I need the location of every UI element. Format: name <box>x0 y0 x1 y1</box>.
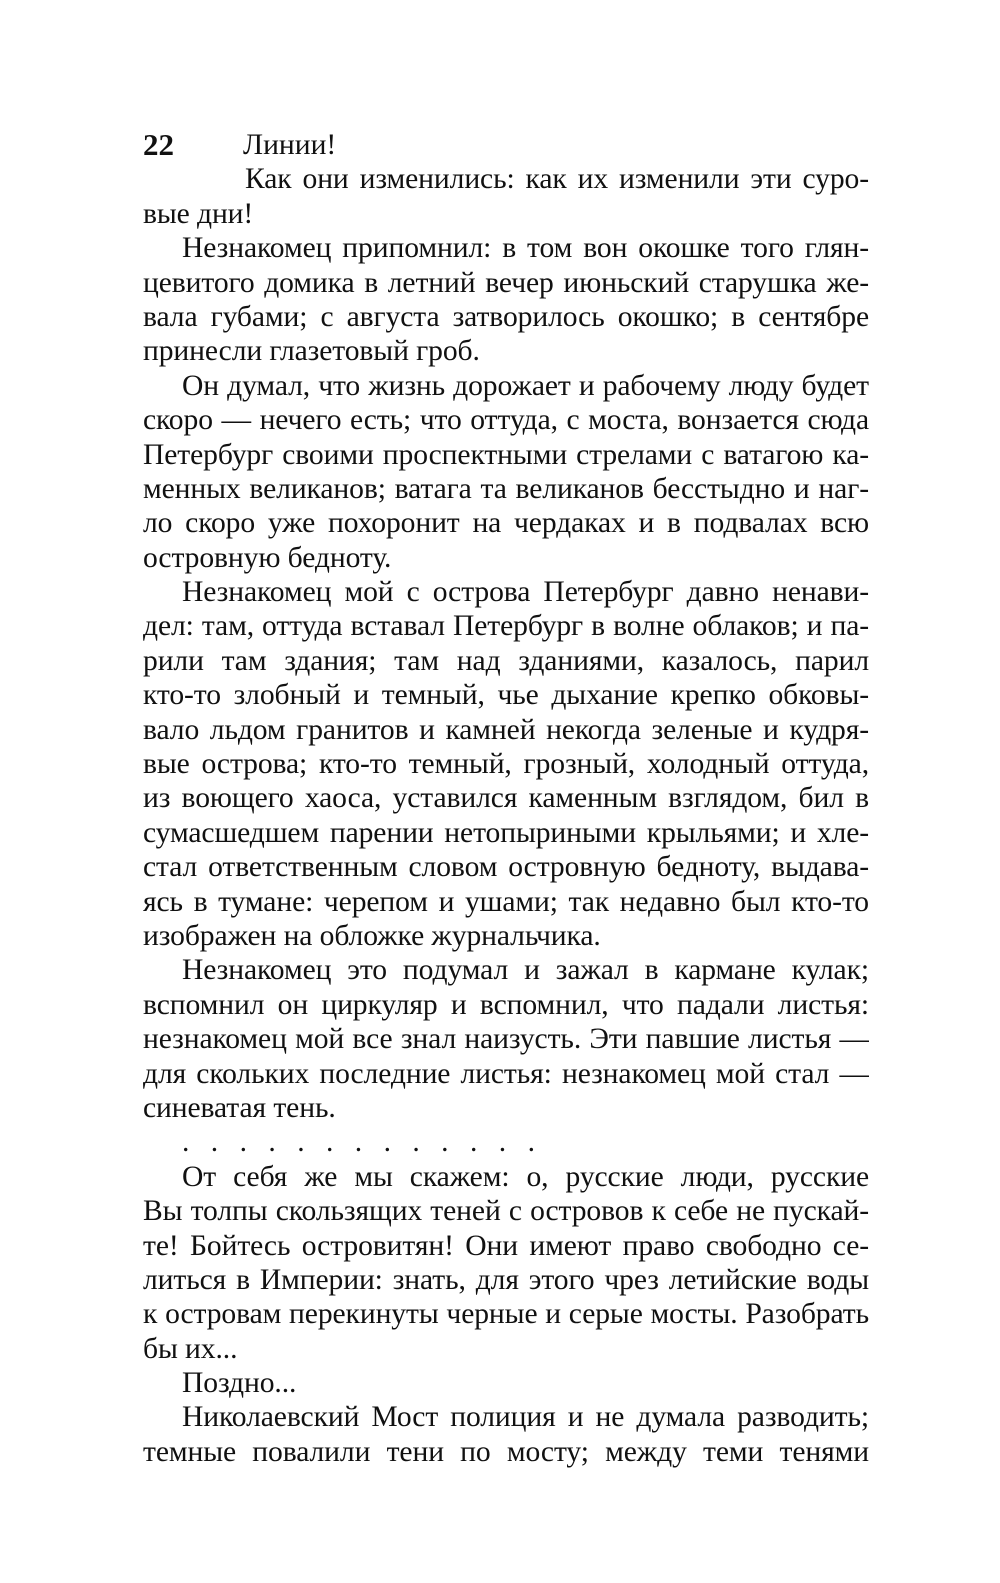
text-line: цевитого домика в летний вечер июньский старушка же- <box>143 266 869 299</box>
text-line: Он думал, что жизнь дорожает и рабочему люду будет <box>182 369 869 402</box>
text-line: из воющего хаоса, уставился каменным взглядом, бил в <box>143 782 869 815</box>
text-line: . . . . . . . . . . . . . <box>182 1126 542 1159</box>
text-line: принесли глазетовый гроб. <box>143 335 480 368</box>
text-line: Незнакомец это подумал и зажал в кармане кулак; <box>182 954 869 987</box>
text-line: темные повалили тени по мосту; между теми тенями <box>143 1435 869 1468</box>
text-line: к островам перекинуты черные и серые мосты. Разобрать <box>143 1298 869 1331</box>
first-line: Линии! <box>243 129 337 161</box>
text-line: литься в Империи: знать, для этого чрез летийские воды <box>143 1263 869 1296</box>
text-line: Вы толпы скользящих теней с островов к себе не пускай- <box>143 1195 869 1228</box>
body-text <box>143 128 869 1469</box>
text-line: Петербург своими проспектными стрелами с ватагою ка- <box>143 438 869 471</box>
text-line: ло скоро уже похоронит на чердаках и в подвалах всю <box>143 507 869 540</box>
text-line: кто-то злобный и темный, чье дыхание крепко обковы- <box>143 679 869 712</box>
text-line: вала губами; с августа затворилось окошко; в сентябре <box>143 300 869 333</box>
text-line: для скольких последние листья: незнакомец мой стал — <box>143 1057 869 1090</box>
text-line: островную бедноту. <box>143 541 392 574</box>
text-line: Поздно... <box>182 1367 297 1400</box>
text-line: стал ответственным словом островную бедноту, выдава- <box>143 851 869 884</box>
text-line: Незнакомец припомнил: в том вон окошке того глян- <box>182 232 869 265</box>
text-line: менных великанов; ватага та великанов бесстыдно и наг- <box>143 472 869 505</box>
text-line: Николаевский Мост полиция и не думала разводить; <box>182 1401 869 1434</box>
text-line: бы их... <box>143 1332 238 1365</box>
text-line: скоро — нечего есть; что оттуда, с моста, вонзается сюда <box>143 404 869 437</box>
text-line: От себя же мы скажем: о, русские люди, русские <box>182 1160 869 1193</box>
blank-line <box>143 128 869 162</box>
text-line: ясь в тумане: черепом и ушами; так недавно был кто-то <box>143 885 869 918</box>
text-line: Незнакомец мой с острова Петербург давно ненави- <box>182 576 869 609</box>
text-line: вые дни! <box>143 197 254 230</box>
text-line: вало льдом гранитов и камней некогда зеленые и кудря- <box>143 713 869 746</box>
text-line: Как они изменились: как их изменили эти суро- <box>245 163 869 196</box>
text-line: незнакомец мой все знал наизусть. Эти павшие листья — <box>143 1023 869 1056</box>
text-line: сумасшедшем парении нетопыриными крыльями; и хле- <box>143 816 869 849</box>
text-line: вспомнил он циркуляр и вспомнил, что падали листья: <box>143 988 869 1021</box>
text-line: синеватая тень. <box>143 1091 336 1124</box>
text-line: рили там здания; там над зданиями, казалось, парил <box>143 644 869 677</box>
text-line: изображен на обложке журнальчика. <box>143 919 601 952</box>
text-line: те! Бойтесь островитян! Они имеют право свободно се- <box>143 1229 869 1262</box>
text-line: вые острова; кто-то темный, грозный, холодный оттуда, <box>143 748 869 781</box>
page-number: 22 <box>143 127 174 162</box>
text-line: дел: там, оттуда вставал Петербург в волне облаков; и па- <box>143 610 869 643</box>
